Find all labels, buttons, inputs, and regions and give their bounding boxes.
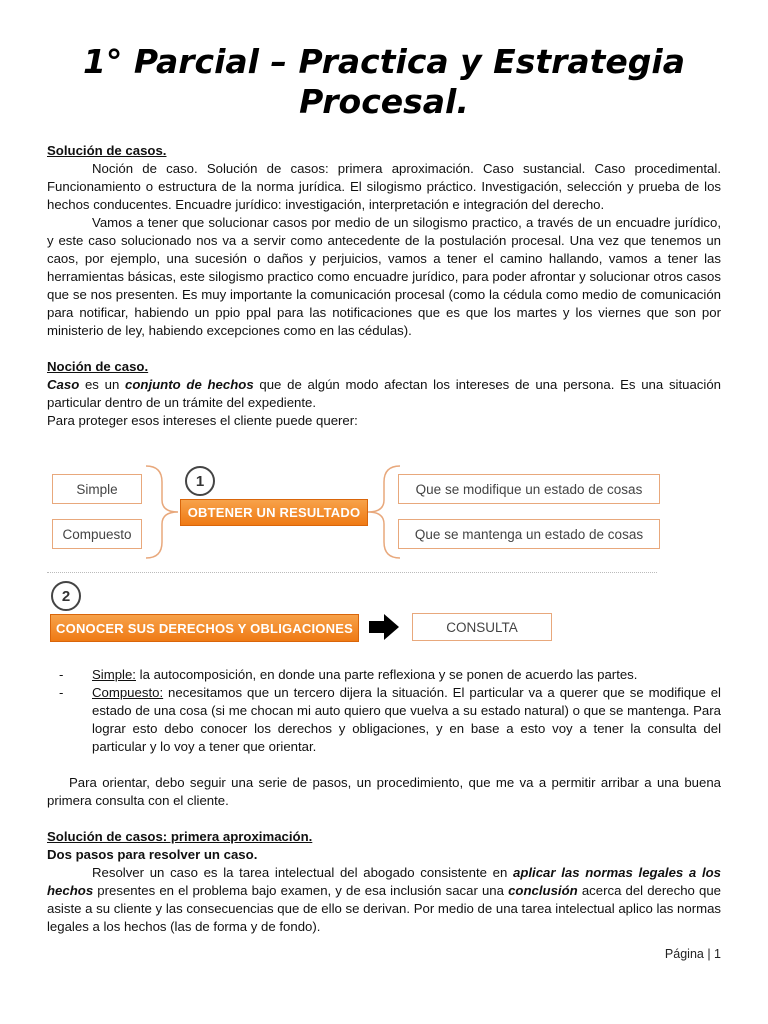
conocer-derechos-box: CONOCER SUS DERECHOS Y OBLIGACIONES [50, 614, 359, 642]
section-heading-primera-aproximacion: Solución de casos: primera aproximación. [47, 829, 313, 844]
caso-mid: es un [79, 377, 125, 392]
subheading-dos-pasos: Dos pasos para resolver un caso. [47, 847, 258, 862]
resolver-emph-normas: aplicar las normas legales a los hechos [47, 865, 721, 898]
compuesto-text: necesitamos que un tercero dijera la situación. El particular va a querer que se modifique el estado de una cosa (si me chocan mi auto quiero que vuelva a su estado natural) o que se mantenga. Para lograr esto debo conocer los derechos y obligaciones, y en base a esto voy a tener la consulta del particular y lo voy a tener que orientar. [92, 685, 721, 754]
arrow-right-icon [368, 612, 400, 642]
simple-label: Simple: [92, 667, 136, 682]
list-text-block [47, 666, 721, 936]
paragraph-silogismo: Vamos a tener que solucionar casos por medio de un silogismo practico, a través de un encuadre jurídico, y este caso solucionado nos va a servir como antecedente de la postulación procesal. Una vez que tenemos un caos, por ejemplo, una sucesión o daños y perjuicios, vamos a tener el camino hallando, vamos a tener las herramientas básicas, este silogismo practico como encuadre jurídico, para poder afrontar y solucionar otros casos que se nos presenten. Es muy importante la comunicación procesal (como la cédula como medio de comunicación para notificar, habiendo un ppio ppal para las notificaciones que es que los martes y los viernes que son por ministerio de ley, habiendo excepciones como en las cédulas). [47, 215, 721, 338]
box-modifique: Que se modifique un estado de cosas [398, 474, 660, 504]
divider-dotted [47, 572, 657, 573]
resolver-e: acerca del derecho que asiste a su cliente y las consecuencias que de ello se derivan. Por medio de una tarea intelectual aplico las normas legales a los hechos (las de forma y de fondo). [47, 883, 721, 934]
simple-text: la autocomposición, en donde una parte reflexiona y se ponen de acuerdo las partes. [135, 667, 638, 682]
caso-word: Caso [47, 377, 80, 392]
step-number-2: 2 [51, 581, 81, 611]
box-mantenga: Que se mantenga un estado de cosas [398, 519, 660, 549]
box-simple: Simple [52, 474, 142, 504]
conjunto-de-hechos: conjunto de hechos [125, 377, 254, 392]
paragraph-resolver [47, 864, 721, 936]
intro-text-block [47, 142, 721, 430]
resolver-emph-conclusion: conclusión [508, 883, 578, 898]
section-heading-nocion: Noción de caso. [47, 359, 149, 374]
resolver-c: presentes en el problema bajo examen, y de esa inclusión sacar una [93, 883, 509, 898]
title-line-1: 1° Parcial – Practica y Estrategia [82, 42, 686, 81]
paragraph-proteger: Para proteger esos intereses el cliente puede querer: [47, 413, 358, 428]
resolver-a: Resolver un caso es la tarea intelectual del abogado consistente en [92, 865, 513, 880]
page-number: Página | 1 [664, 947, 721, 961]
obtener-resultado-box: OBTENER UN RESULTADO [180, 499, 368, 526]
list-item-simple [47, 666, 721, 684]
step-number-1: 1 [185, 466, 215, 496]
paragraph-caso-definition [47, 376, 721, 412]
title-line-2: Procesal. [299, 82, 469, 121]
case-type-list [47, 666, 721, 756]
section-heading-solucion: Solución de casos. [47, 143, 167, 158]
box-compuesto: Compuesto [52, 519, 142, 549]
page-title [0, 42, 768, 122]
caso-rest: que de algún modo afectan los intereses de una persona. Es una situación particular dentro de un trámite del expediente. [47, 377, 721, 410]
paragraph-orientar: Para orientar, debo seguir una serie de pasos, un procedimiento, que me va a permitir arribar a una buena primera consulta con el cliente. [47, 775, 721, 808]
compuesto-label: Compuesto: [92, 685, 164, 700]
paragraph-topics: Noción de caso. Solución de casos: primera aproximación. Caso sustancial. Caso procedimental. Funcionamiento o estructura de la norma jurídica. El silogismo práctico. Investigación, selección y prueba de los hechos conducentes. Encuadre jurídico: investigación, interpretación e integración del derecho. [47, 161, 721, 212]
list-item-compuesto [47, 684, 721, 756]
box-consulta: CONSULTA [412, 613, 552, 641]
